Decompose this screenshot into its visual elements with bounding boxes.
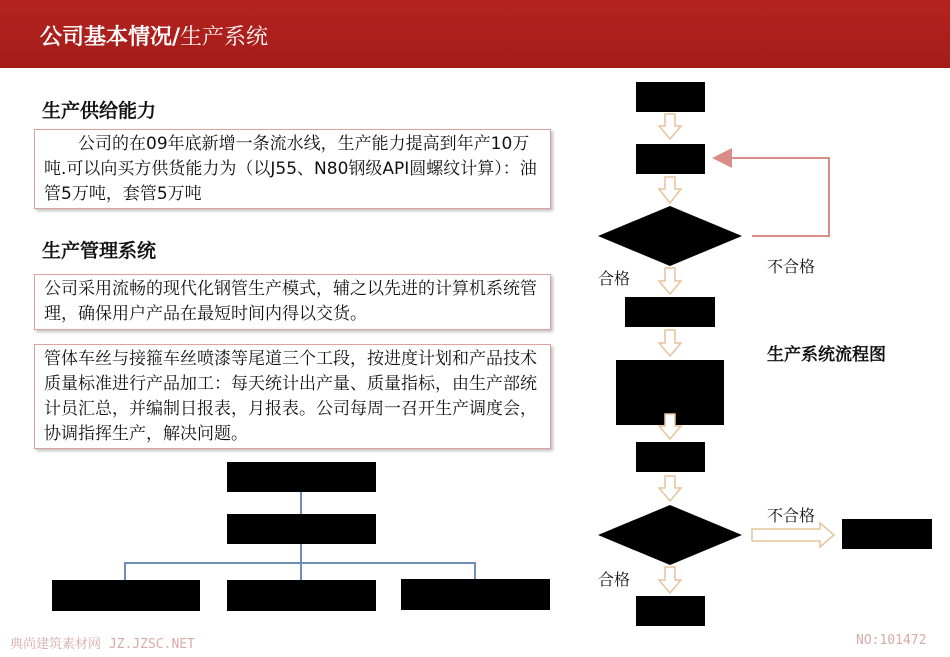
right-arrow-reject [752, 523, 834, 547]
flow-box-reject [842, 519, 932, 549]
supply-textbox: 公司的在09年底新增一条流水线，生产能力提高到年产10万吨.可以向买方供货能力为（以J55、N80钢级API圆螺纹计算）：油管5万吨，套管5万吨 [34, 129, 551, 209]
title-main: 公司基本情况/ [40, 25, 181, 50]
flow-box-2 [636, 144, 705, 174]
down-arrow-4 [659, 330, 681, 356]
down-arrow-6 [659, 476, 681, 501]
flow-box-6 [636, 596, 705, 626]
down-arrow-1 [659, 114, 681, 139]
flow-decision-2 [598, 505, 742, 565]
flow-box-1 [636, 82, 705, 112]
supply-heading: 生产供给能力 [42, 100, 157, 122]
title-sub: 生产系统 [180, 25, 269, 50]
down-arrow-3 [659, 268, 681, 294]
fail-label-2: 不合格 [767, 506, 816, 525]
pass-label-1: 合格 [598, 269, 631, 288]
down-arrow-2 [659, 177, 681, 203]
flow-decision-1 [598, 206, 742, 266]
flow-box-5 [636, 442, 705, 472]
watermark-right: NO:101472 [856, 633, 927, 648]
management-textbox-2: 管体车丝与接箍车丝喷漆等尾道三个工段，按进度计划和产品技术质量标准进行产品加工：每天统计出产量、质量指标，由生产部统计员汇总，并编制日报表，月报表。公司每周一召开生产调度会，协调指挥生产，解决问题。 [34, 344, 551, 449]
down-arrow-7 [659, 567, 681, 593]
fail-label-1: 不合格 [767, 257, 816, 276]
flow-box-3 [625, 297, 715, 327]
watermark-left: 典尚建筑素材网 JZ.JZSC.NET [10, 637, 195, 652]
loop-back-arrow [716, 158, 829, 236]
management-heading: 生产管理系统 [42, 240, 157, 262]
pass-label-2: 合格 [598, 570, 631, 589]
flowchart-title: 生产系统流程图 [767, 345, 886, 365]
management-textbox-1: 公司采用流畅的现代化钢管生产模式，辅之以先进的计算机系统管理，确保用户产品在最短时间内得以交货。 [34, 274, 551, 330]
